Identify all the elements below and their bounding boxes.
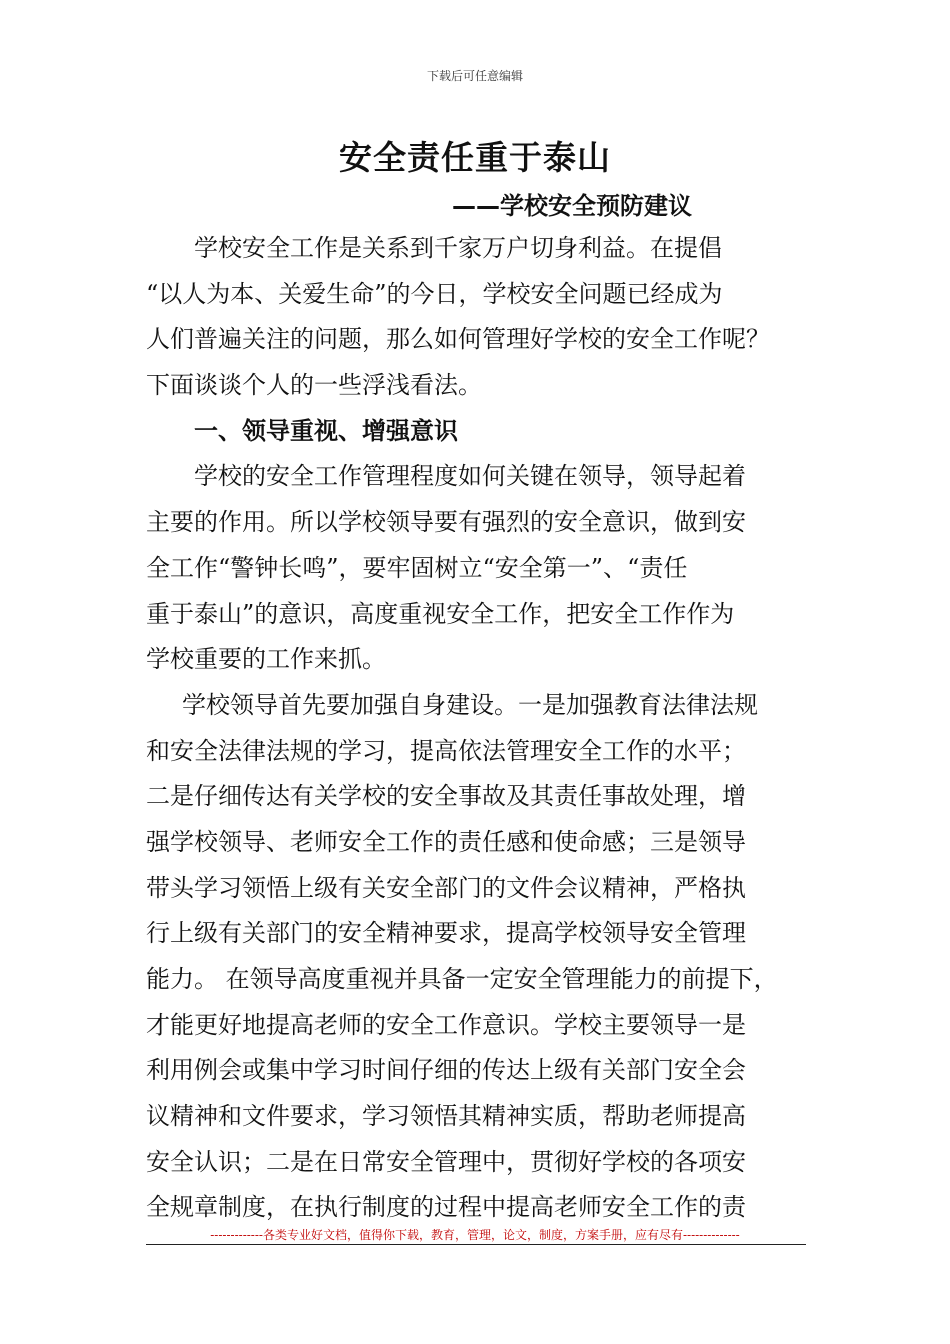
footer-divider [146, 1244, 806, 1245]
page-header-note: 下载后可任意编辑 [426, 69, 523, 83]
paragraph-line: 主要的作用。所以学校领导要有强烈的安全意识，做到安 [146, 508, 746, 537]
paragraph-line: 全规章制度，在执行制度的过程中提高老师安全工作的责 [146, 1193, 746, 1222]
paragraph-line: 全工作“警钟长鸣”，要牢固树立“安全第一”、“责任 [146, 553, 688, 582]
paragraph-line: 安全认识；二是在日常安全管理中，贯彻好学校的各项安 [146, 1147, 746, 1176]
paragraph-line: “以人为本、关爱生命”的今日，学校安全问题已经成为 [146, 279, 723, 308]
paragraph-line: 人们普遍关注的问题，那么如何管理好学校的安全工作呢？ [146, 325, 770, 354]
paragraph-line: 学校安全工作是关系到千家万户切身利益。在提倡 [194, 234, 722, 262]
document-subtitle: ——学校安全预防建议 [452, 192, 692, 220]
paragraph-line: 学校重要的工作来抓。 [146, 645, 386, 674]
document-title: 安全责任重于泰山 [339, 138, 611, 177]
paragraph-line: 利用例会或集中学习时间仔细的传达上级有关部门安全会 [146, 1056, 746, 1085]
paragraph-line: 二是仔细传达有关学校的安全事故及其责任事故处理，增 [146, 782, 746, 811]
paragraph-line: 下面谈谈个人的一些浮浅看法。 [146, 371, 482, 400]
paragraph-line: 能力。 在领导高度重视并具备一定安全管理能力的前提下， [146, 965, 778, 993]
paragraph-line: 才能更好地提高老师的安全工作意识。学校主要领导一是 [146, 1010, 746, 1039]
paragraph-line: 强学校领导、老师安全工作的责任感和使命感；三是领导 [146, 827, 746, 856]
paragraph-line: 议精神和文件要求，学习领悟其精神实质，帮助老师提高 [146, 1102, 746, 1131]
page-footer-note: -------------各类专业好文档，值得你下载，教育，管理，论文，制度，方案手册，应有尽有-------------- [210, 1228, 740, 1242]
paragraph-line: 行上级有关部门的安全精神要求，提高学校领导安全管理 [146, 919, 746, 948]
paragraph-line: 学校领导首先要加强自身建设。一是加强教育法律法规 [182, 690, 758, 719]
paragraph-line: 带头学习领悟上级有关安全部门的文件会议精神，严格执 [146, 873, 746, 902]
paragraph-line: 重于泰山”的意识，高度重视安全工作，把安全工作作为 [146, 599, 735, 628]
paragraph-line: 和安全法律法规的学习，提高依法管理安全工作的水平； [146, 736, 746, 765]
document-body [146, 226, 806, 1231]
paragraph-line: 学校的安全工作管理程度如何关键在领导，领导起着 [194, 462, 746, 491]
section-heading: 一、领导重视、增强意识 [194, 416, 458, 445]
